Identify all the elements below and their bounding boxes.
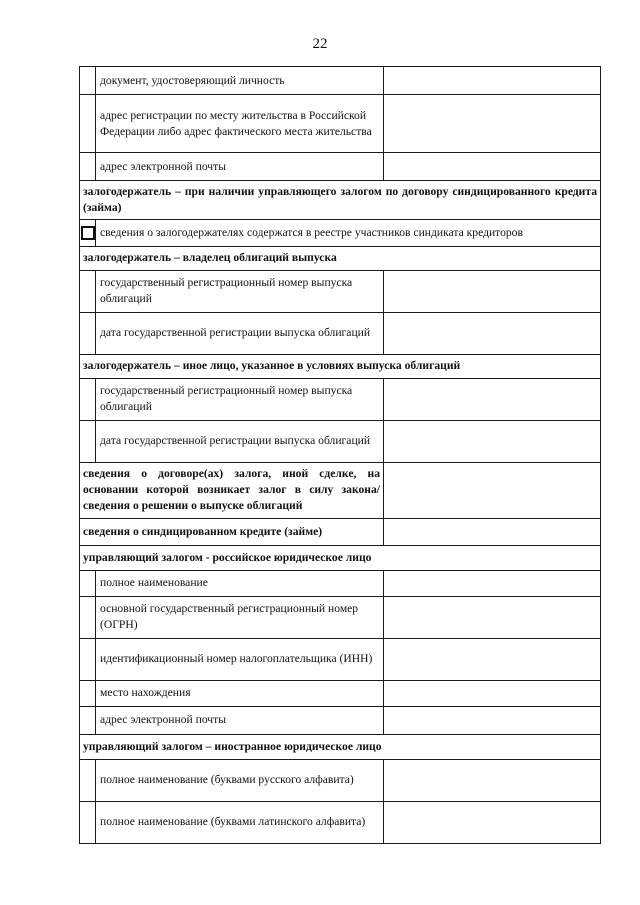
value-cell[interactable] [384,420,601,462]
row-marker-cell [80,706,96,734]
field-label: документ, удостоверяющий личность [96,67,384,95]
section-heading: залогодержатель – владелец облигаций выпуска [80,246,601,270]
value-cell[interactable] [384,378,601,420]
row-marker-cell [80,270,96,312]
row-marker-cell [80,596,96,638]
field-label: государственный регистрационный номер выпуска облигаций [96,270,384,312]
value-cell[interactable] [384,570,601,596]
table-row [80,420,601,462]
checkbox-row [80,219,601,246]
field-label: дата государственной регистрации выпуска облигаций [96,312,384,354]
value-cell[interactable] [384,680,601,706]
table-row [80,378,601,420]
row-marker-cell [80,312,96,354]
section-heading: сведения о синдицированном кредите (займе) [80,518,384,545]
table-row [80,596,601,638]
value-cell[interactable] [384,706,601,734]
table-row [80,67,601,95]
form-table [79,66,601,844]
row-marker-cell [80,95,96,153]
section-heading: залогодержатель – иное лицо, указанное в условиях выпуска облигаций [80,354,601,378]
value-cell[interactable] [384,759,601,801]
row-marker-cell [80,378,96,420]
table-row [80,312,601,354]
value-cell[interactable] [384,801,601,843]
table-row [80,638,601,680]
value-cell[interactable] [384,462,601,518]
row-marker-cell [80,153,96,181]
checkbox-label: сведения о залогодержателях содержатся в реестре участников синдиката кредиторов [96,219,601,246]
checkbox-cell[interactable] [80,219,96,246]
checkbox[interactable] [81,226,95,240]
field-label: идентификационный номер налогоплательщика (ИНН) [96,638,384,680]
row-marker-cell [80,801,96,843]
table-row [80,680,601,706]
section-heading-row [80,734,601,759]
row-marker-cell [80,420,96,462]
table-row [80,270,601,312]
field-label: место нахождения [96,680,384,706]
section-heading-row [80,354,601,378]
field-label: полное наименование (буквами русского алфавита) [96,759,384,801]
field-label: полное наименование (буквами латинского алфавита) [96,801,384,843]
row-marker-cell [80,67,96,95]
section-heading-row [80,246,601,270]
table-row [80,570,601,596]
section-heading-row [80,518,601,545]
table-row [80,759,601,801]
value-cell[interactable] [384,518,601,545]
table-row [80,153,601,181]
value-cell[interactable] [384,596,601,638]
field-label: адрес электронной почты [96,153,384,181]
section-heading-row [80,545,601,570]
row-marker-cell [80,638,96,680]
row-marker-cell [80,680,96,706]
section-heading: управляющий залогом – иностранное юридическое лицо [80,734,601,759]
section-heading-row [80,181,601,220]
table-row [80,706,601,734]
value-cell[interactable] [384,95,601,153]
field-label: дата государственной регистрации выпуска облигаций [96,420,384,462]
value-cell[interactable] [384,270,601,312]
section-heading-row [80,462,601,518]
value-cell[interactable] [384,67,601,95]
section-heading: залогодержатель – при наличии управляющего залогом по договору синдицированного кредита (займа) [80,181,601,220]
row-marker-cell [80,759,96,801]
page-number: 22 [312,36,328,52]
value-cell[interactable] [384,638,601,680]
field-label: государственный регистрационный номер выпуска облигаций [96,378,384,420]
table-row [80,801,601,843]
field-label: адрес электронной почты [96,706,384,734]
value-cell[interactable] [384,312,601,354]
row-marker-cell [80,570,96,596]
value-cell[interactable] [384,153,601,181]
section-heading: управляющий залогом - российское юридическое лицо [80,545,601,570]
table-row [80,95,601,153]
field-label: полное наименование [96,570,384,596]
field-label: основной государственный регистрационный номер (ОГРН) [96,596,384,638]
field-label: адрес регистрации по месту жительства в Российской Федерации либо адрес фактического места жительства [96,95,384,153]
section-heading: сведения о договоре(ах) залога, иной сделке, на основании которой возникает залог в силу закона/сведения о решении о выпуске облигаций [80,462,384,518]
